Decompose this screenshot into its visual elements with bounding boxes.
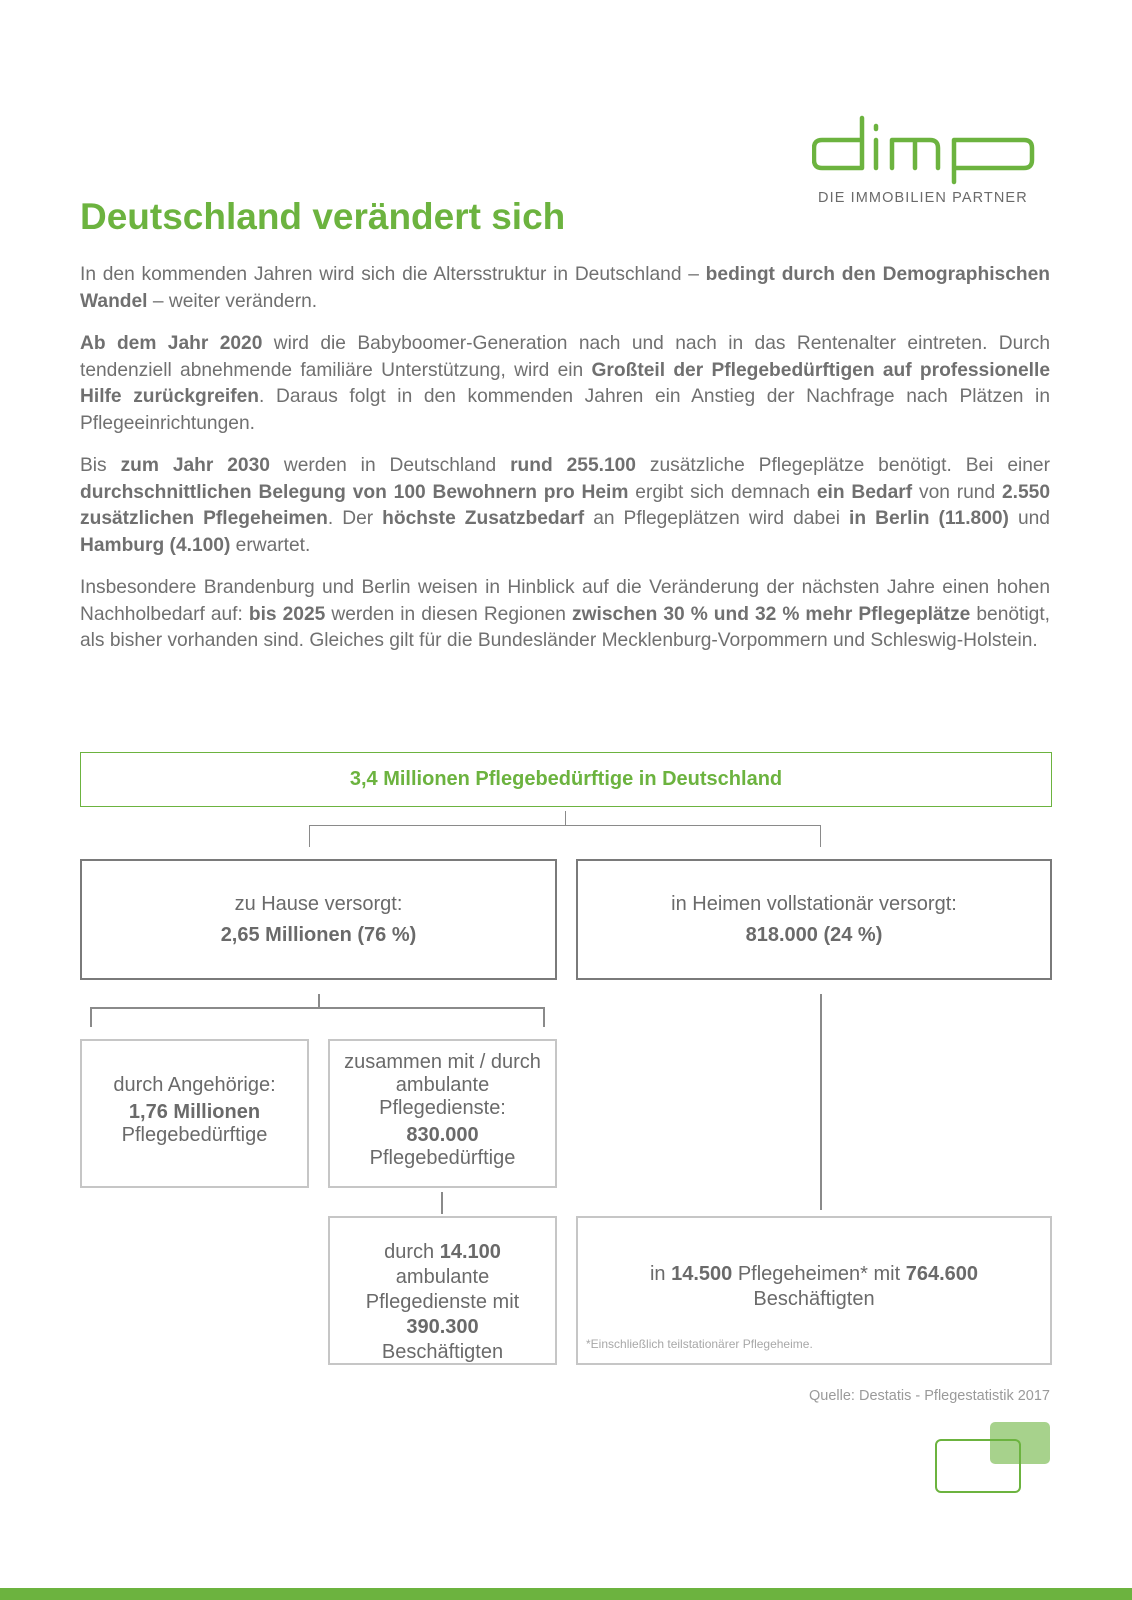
nursing-home-value: 818.000 (24 %)	[745, 924, 883, 946]
connector-line	[90, 1007, 92, 1027]
paragraph-1: In den kommenden Jahren wird sich die Altersstruktur in Deutschland – bedingt durch den Demographischen Wandel – weiter verändern.	[80, 264, 1051, 312]
total-label: 3,4 Millionen Pflegebedürftige in Deutschland	[349, 768, 783, 790]
body-text	[80, 262, 1050, 671]
connector-line	[309, 825, 310, 847]
total-box	[80, 752, 1052, 807]
home-care-value: 2,65 Millionen (76 %)	[220, 924, 417, 946]
ambulant-label: zusammen mit / durch ambulante Pflegedienste:	[344, 1051, 541, 1119]
relatives-box	[80, 1039, 309, 1188]
connector-line	[543, 1007, 545, 1027]
connector-line	[309, 825, 821, 826]
dimp-wordmark-logo	[812, 112, 1052, 192]
nursing-homes-staff-unit: Beschäftigten	[753, 1288, 875, 1310]
ambulant-services-box: durch 14.100 ambulante Pflegedienste mit 390.300 Beschäftigten	[328, 1216, 557, 1365]
connector-line	[318, 994, 320, 1008]
nursing-homes-staff-text: in 14.500 Pflegeheimen* mit 764.600	[649, 1263, 978, 1285]
connector-line	[820, 994, 822, 1210]
connector-line	[90, 1007, 545, 1009]
ambulant-box	[328, 1039, 557, 1188]
logo-tagline: DIE IMMOBILIEN PARTNER	[818, 190, 1028, 206]
relatives-value: 1,76 Millionen	[128, 1101, 261, 1123]
relatives-label: durch Angehörige:	[113, 1074, 276, 1096]
paragraph-2: Ab dem Jahr 2020 wird die Babyboomer-Generation nach und nach in das Rentenalter eintreten. Durch tendenziell abnehmende familiäre Unterstützung, wird ein Großteil der Pflegebedürftigen auf professionelle Hilfe zurückgreifen. Daraus folgt in den kommenden Jahren ein Anstieg der Nachfrage nach Plätzen in Pflegeeinrichtungen.	[80, 333, 1050, 434]
page-title: Deutschland verändert sich	[80, 196, 566, 237]
bottom-green-bar	[0, 1588, 1132, 1600]
ambulant-unit: Pflegebedürftige	[369, 1147, 516, 1169]
relatives-unit: Pflegebedürftige	[121, 1124, 268, 1146]
connector-line	[441, 1192, 443, 1214]
paragraph-3: Bis zum Jahr 2030 werden in Deutschland rund 255.100 zusätzliche Pflegeplätze benötigt. Bei einer durchschnittlichen Belegung von 100 Bewohnern pro Heim ergibt sich demnach ein Bedarf von rund 2.550 zusätzlichen Pflegeheimen. Der höchste Zusatzbedarf an Pflegeplätzen wird dabei in Berlin (11.800) und Hamburg (4.100) erwartet.	[80, 455, 1050, 556]
connector-line	[565, 811, 566, 825]
source-note: Quelle: Destatis - Pflegestatistik 2017	[809, 1388, 1050, 1404]
paragraph-4: Insbesondere Brandenburg und Berlin weisen in Hinblick auf die Veränderung der nächsten Jahre einen hohen Nachholbedarf auf: bis 2025 werden in diesen Regionen zwischen 30 % und 32 % mehr Pflegeplätze benötigt, als bisher vorhanden sind. Gleiches gilt für die Bundesländer Mecklenburg-Vorpommern und Schleswig-Holstein.	[80, 577, 1050, 651]
connector-line	[820, 825, 821, 847]
decorative-squares-icon	[934, 1420, 1054, 1496]
nursing-homes-staff-box	[576, 1216, 1052, 1365]
nursing-home-box	[576, 859, 1052, 980]
ambulant-value: 830.000	[406, 1124, 479, 1146]
footnote: *Einschließlich teilstationärer Pflegeheime.	[586, 1337, 813, 1351]
nursing-home-label: in Heimen vollstationär versorgt:	[671, 893, 957, 915]
dimp-logo	[812, 112, 1052, 212]
home-care-label: zu Hause versorgt:	[234, 893, 403, 915]
home-care-box	[80, 859, 557, 980]
